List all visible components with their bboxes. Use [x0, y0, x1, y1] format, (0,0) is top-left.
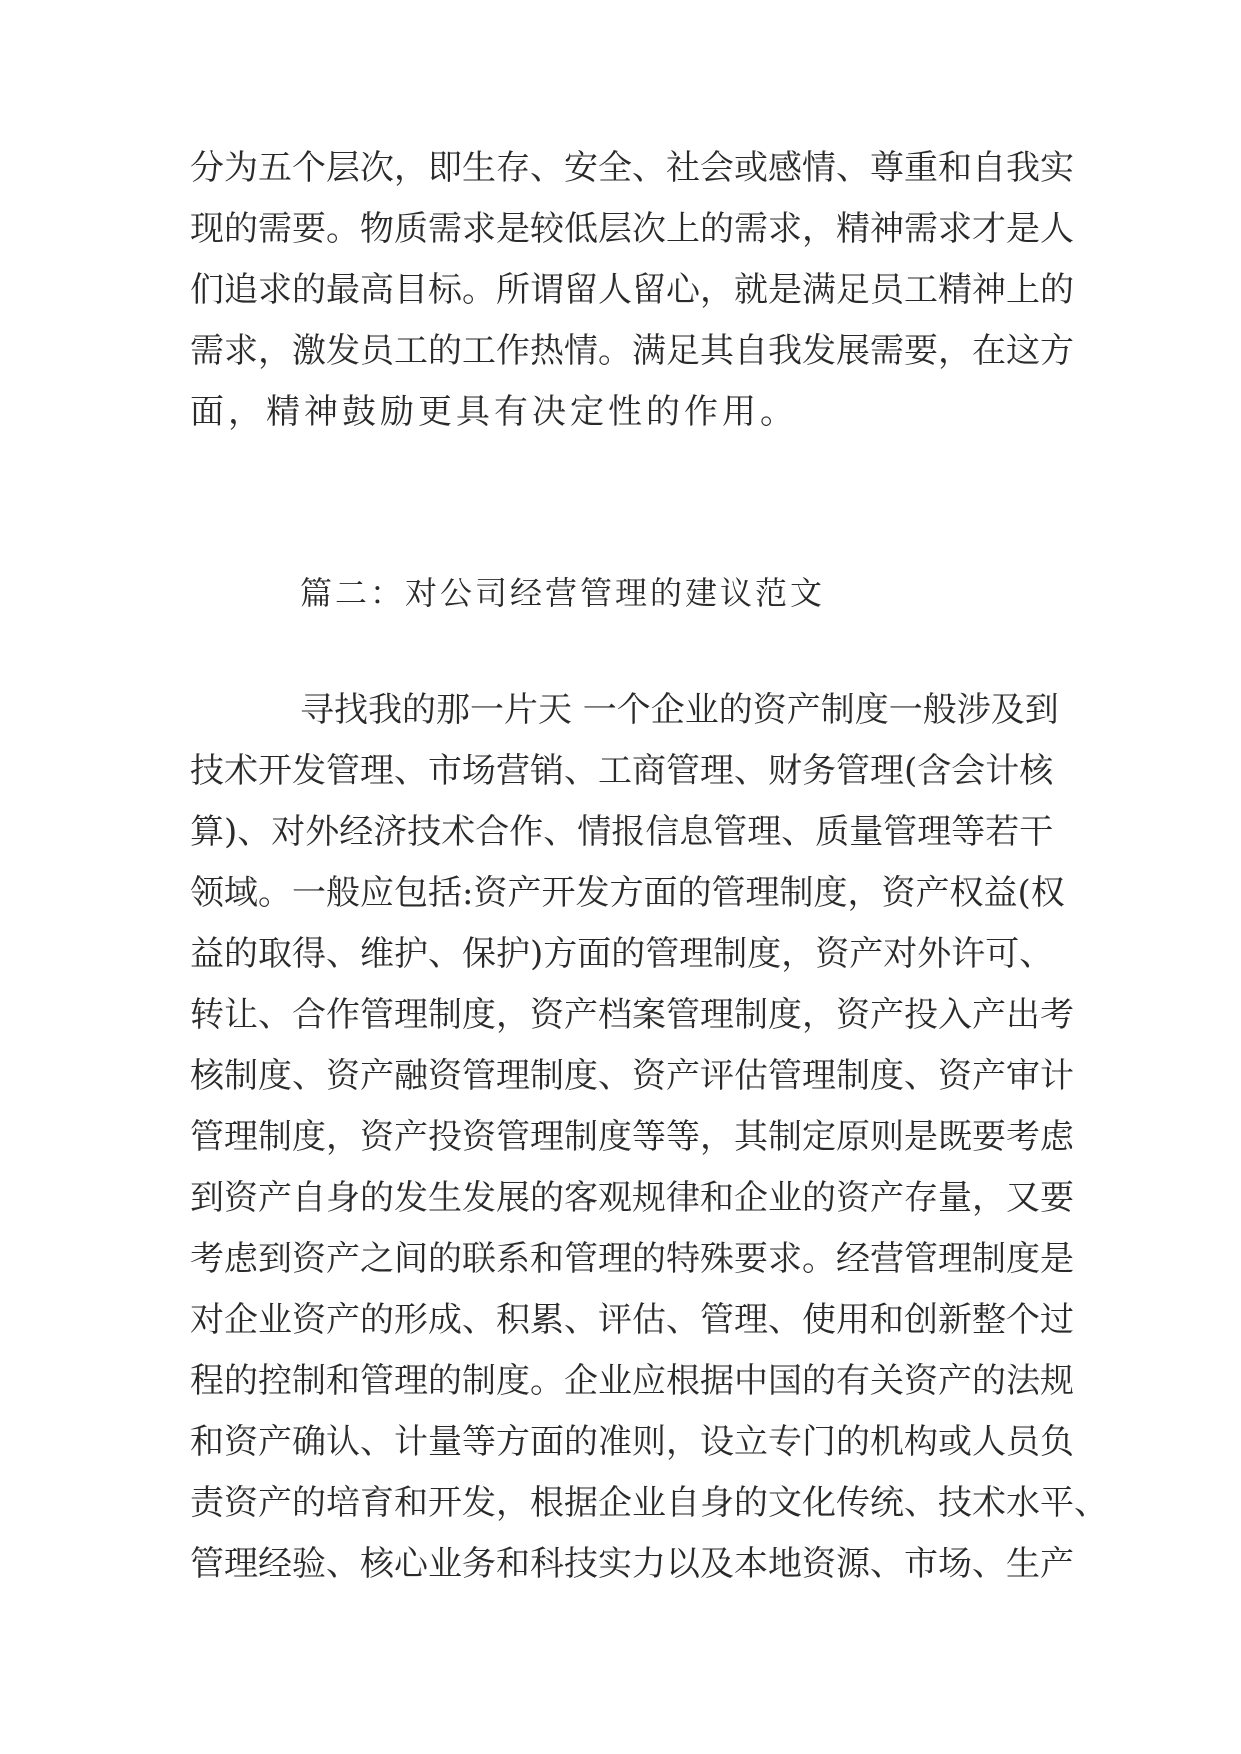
paragraph2-line-5: 益的取得、维护、保护)方面的管理制度，资产对外许可、 [190, 934, 1054, 974]
paragraph2-line-1: 寻找我的那一片天 一个企业的资产制度一般涉及到 [300, 690, 1059, 730]
paragraph1-line-3: 们追求的最高目标。所谓留人留心，就是满足员工精神上的 [190, 270, 1074, 310]
paragraph2-line-15: 管理经验、核心业务和科技实力以及本地资源、市场、生产 [190, 1544, 1074, 1584]
paragraph1-line-4: 需求，激发员工的工作热情。满足其自我发展需要，在这方 [190, 331, 1074, 371]
paragraph2-line-4: 领域。一般应包括:资产开发方面的管理制度，资产权益(权 [190, 873, 1065, 913]
paragraph2-line-6: 转让、合作管理制度，资产档案管理制度，资产投入产出考 [190, 995, 1074, 1035]
paragraph1-line-1: 分为五个层次，即生存、安全、社会或感情、尊重和自我实 [190, 148, 1074, 188]
paragraph2-line-14: 责资产的培育和开发，根据企业自身的文化传统、技术水平、 [190, 1483, 1108, 1523]
paragraph1-line-2: 现的需要。物质需求是较低层次上的需求，精神需求才是人 [190, 209, 1074, 249]
paragraph2-line-2: 技术开发管理、市场营销、工商管理、财务管理(含会计核 [190, 751, 1054, 791]
paragraph1-line-5: 面，精神鼓励更具有决定性的作用。 [190, 392, 798, 432]
paragraph2-line-7: 核制度、资产融资管理制度、资产评估管理制度、资产审计 [190, 1056, 1074, 1096]
paragraph2-line-10: 考虑到资产之间的联系和管理的特殊要求。经营管理制度是 [190, 1239, 1074, 1279]
paragraph2-line-9: 到资产自身的发生发展的客观规律和企业的资产存量，又要 [190, 1178, 1074, 1218]
paragraph2-line-12: 程的控制和管理的制度。企业应根据中国的有关资产的法规 [190, 1361, 1074, 1401]
paragraph2-line-11: 对企业资产的形成、积累、评估、管理、使用和创新整个过 [190, 1300, 1074, 1340]
paragraph2-line-8: 管理制度，资产投资管理制度等等，其制定原则是既要考虑 [190, 1117, 1074, 1157]
paragraph2-line-13: 和资产确认、计量等方面的准则，设立专门的机构或人员负 [190, 1422, 1074, 1462]
section-heading: 篇二：对公司经营管理的建议范文 [300, 574, 826, 612]
paragraph2-line-3: 算)、对外经济技术合作、情报信息管理、质量管理等若干 [190, 812, 1054, 852]
